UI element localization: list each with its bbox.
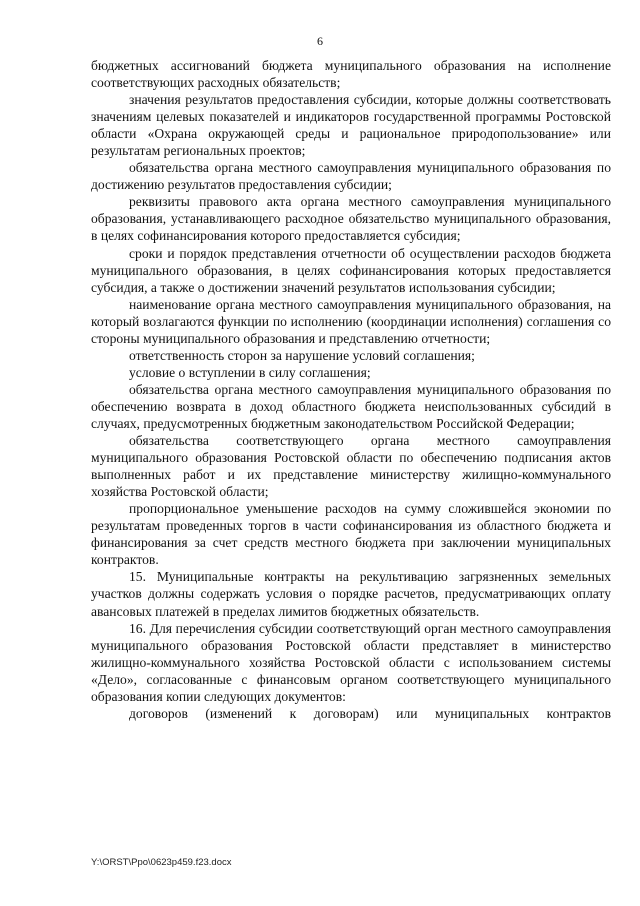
paragraph: обязательства органа местного самоуправления муниципального образования по достижению результатов предоставления субсидии; xyxy=(91,160,611,193)
paragraph: сроки и порядок представления отчетности об осуществлении расходов бюджета муниципального образования, в целях софинансирования которых предоставляется субсидия, а также о достижении значений результатов использования субсидии; xyxy=(91,245,611,295)
paragraph: наименование органа местного самоуправления муниципального образования, на который возлагаются функции по исполнению (координации исполнения) соглашения со стороны муниципального образования и представлению отчетности; xyxy=(91,296,611,346)
paragraph: ответственность сторон за нарушение условий соглашения; xyxy=(129,347,475,363)
file-path-footer: Y:\ORST\Ppo\0623p459.f23.docx xyxy=(91,857,232,868)
paragraph: 15. Муниципальные контракты на рекультивацию загрязненных земельных участков должны содержать условия о порядке расчетов, предусматривающих оплату авансовых платежей в пределах лимитов бюджетных обязательств. xyxy=(91,569,611,619)
paragraph: обязательства соответствующего органа местного самоуправления муниципального образования Ростовской области по обеспечению подписания актов выполненных работ и их представление министерству жилищно-коммунального хозяйства Ростовской области; xyxy=(91,433,611,500)
paragraph: условие о вступлении в силу соглашения; xyxy=(129,364,371,380)
paragraph: обязательства органа местного самоуправления муниципального образования по обеспечению возврата в доход областного бюджета неиспользованных субсидий в случаях, предусмотренных бюджетным законодательством Российской Федерации; xyxy=(91,381,611,431)
page-number: 6 xyxy=(317,34,323,48)
paragraph: значения результатов предоставления субсидии, которые должны соответствовать значениям целевых показателей и индикаторов государственной программы Ростовской области «Охрана окружающей среды и рациональное природопользование» или результатам региональных проектов; xyxy=(91,92,611,159)
paragraph: пропорциональное уменьшение расходов на сумму сложившейся экономии по результатам проведенных торгов в части софинансирования из областного бюджета и финансирования за счет средств местного бюджета при заключении муниципальных контрактов. xyxy=(91,501,611,568)
paragraph: реквизиты правового акта органа местного самоуправления муниципального образования, устанавливающего расходное обязательство муниципального образования, в целях софинансирования которого предоставляется субсидия; xyxy=(91,194,611,244)
paragraph: 16. Для перечисления субсидии соответствующий орган местного самоуправления муниципального образования Ростовской области представляет в министерство жилищно-коммунального хозяйства Ростовской области с использованием системы «Дело», согласованные с финансовым органом соответствующего муниципального образования копии следующих документов: xyxy=(91,620,611,704)
paragraph: бюджетных ассигнований бюджета муниципального образования на исполнение соответствующих расходных обязательств; xyxy=(91,58,611,91)
document-body xyxy=(91,57,611,722)
paragraph: договоров (изменений к договорам) или муниципальных контрактов xyxy=(129,705,611,721)
